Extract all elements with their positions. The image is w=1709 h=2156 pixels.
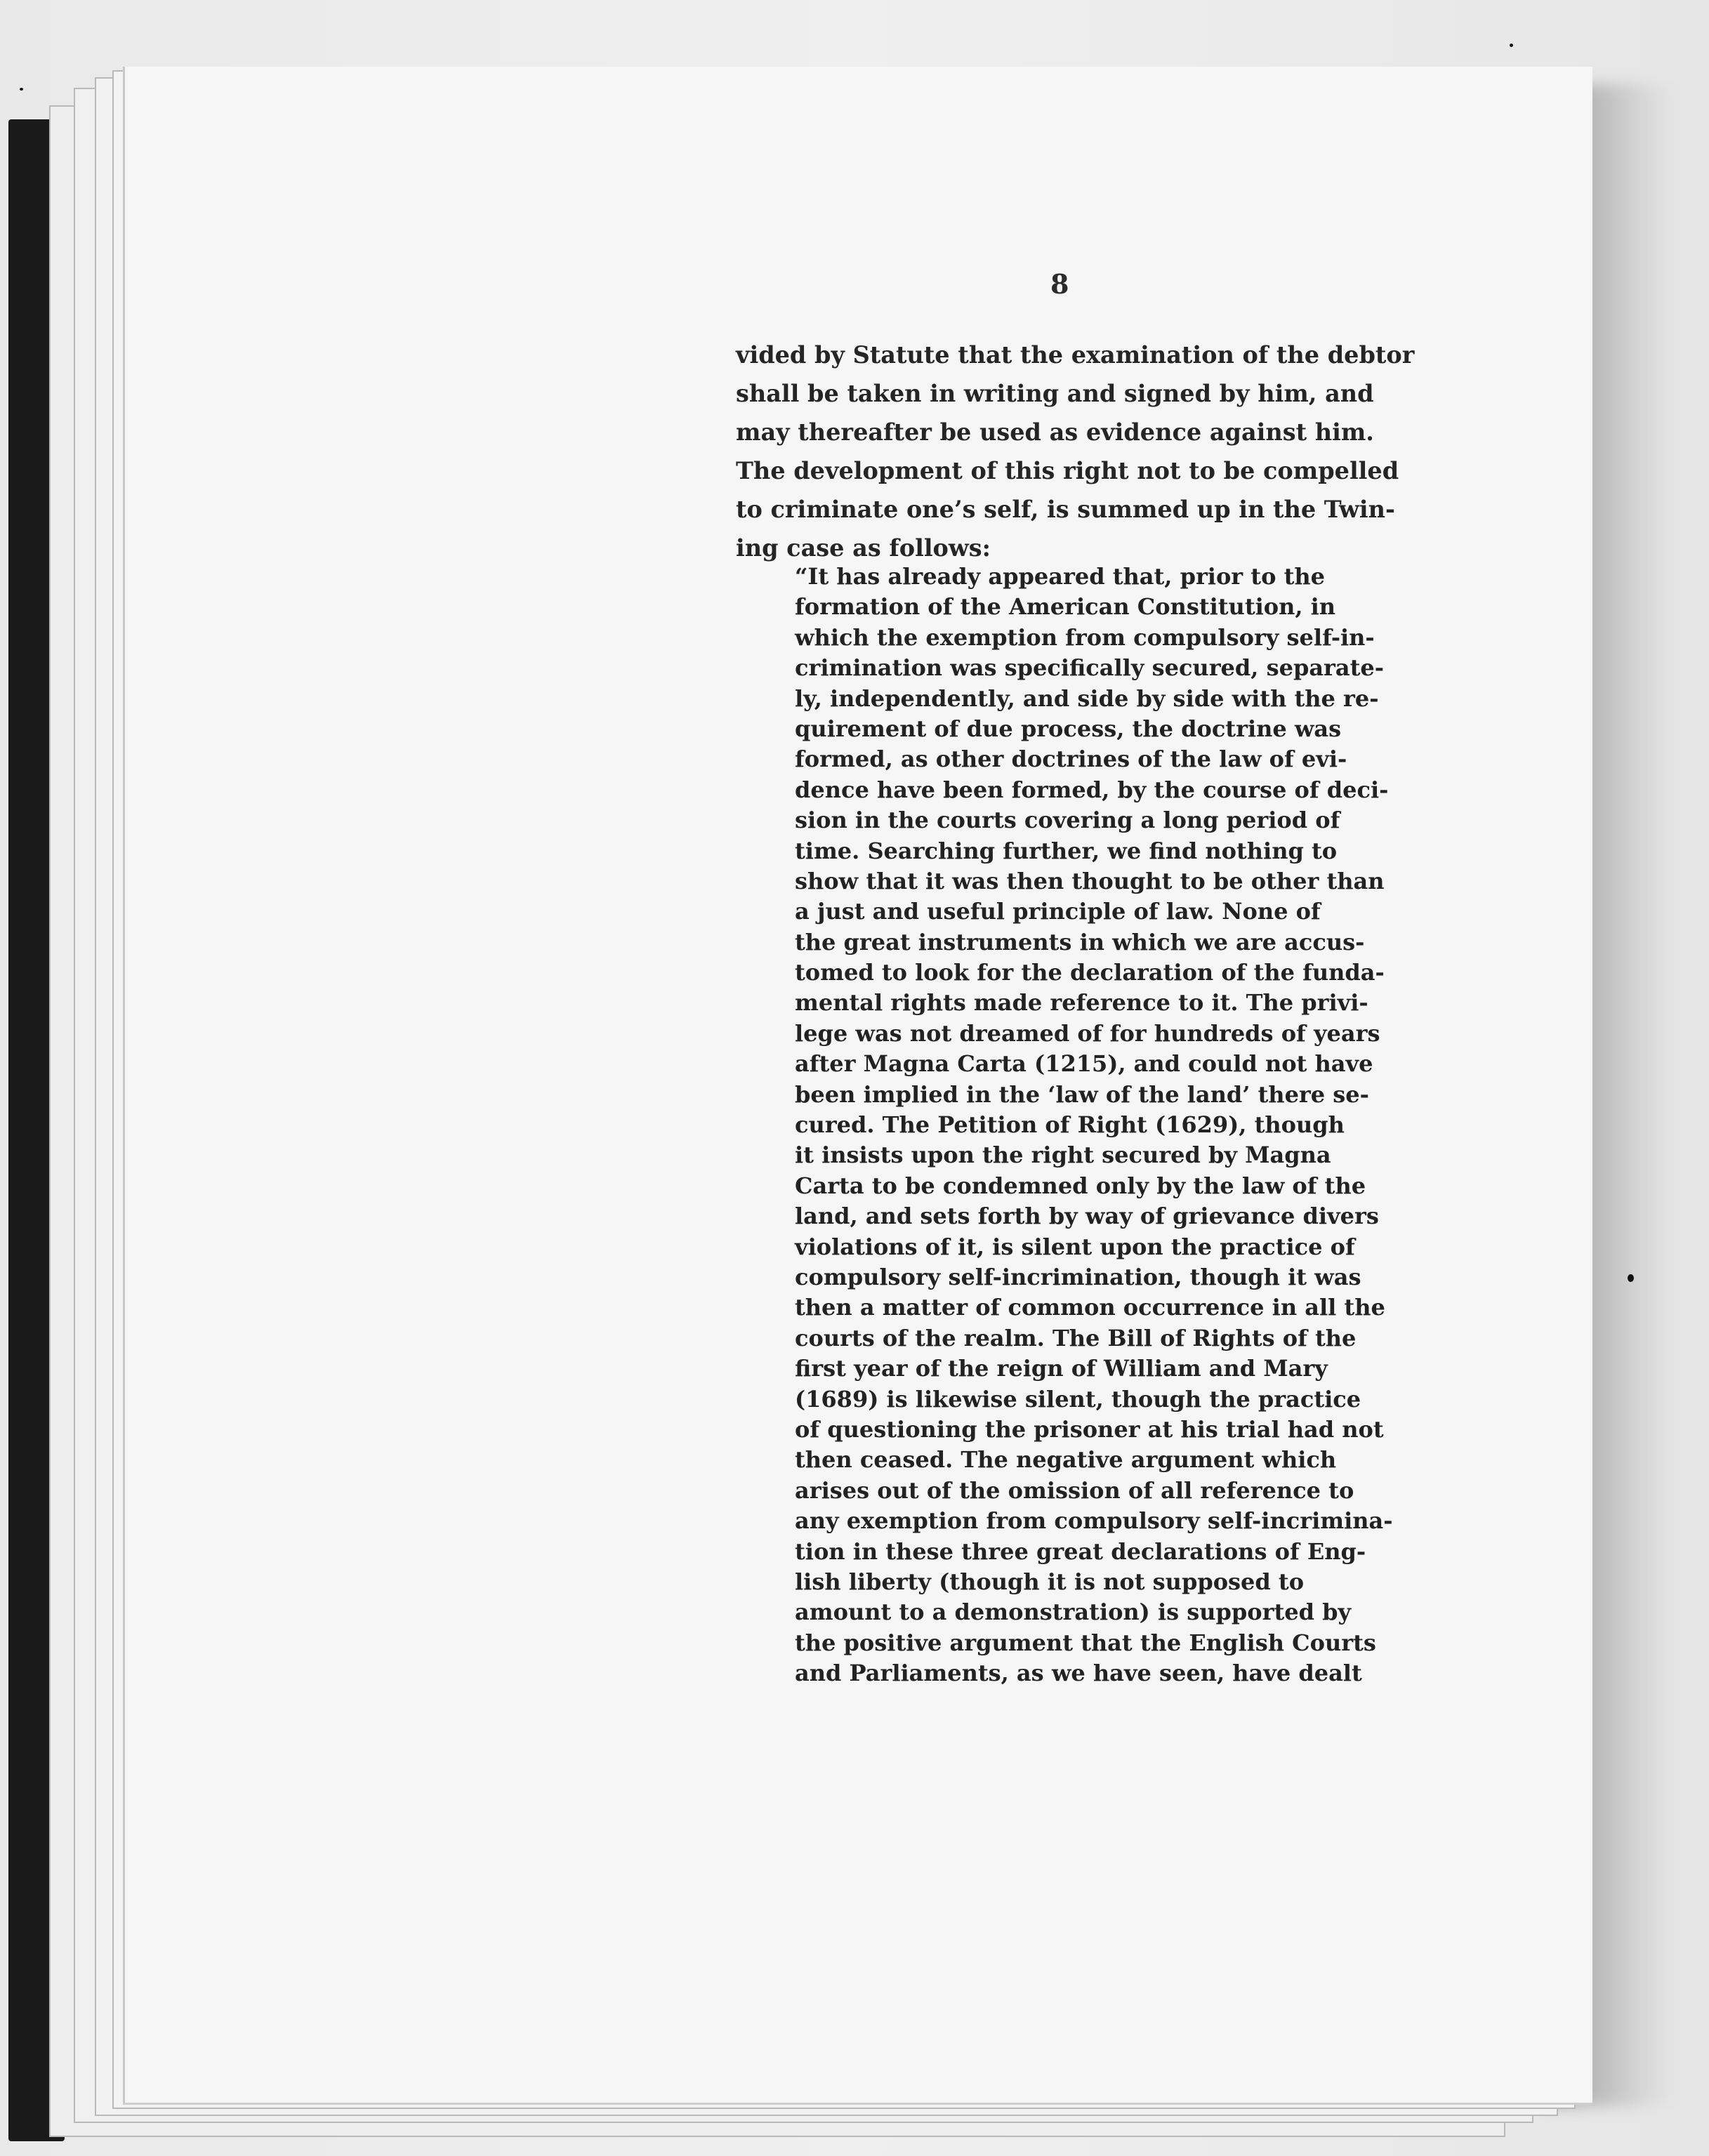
- quote-line: after Magna Carta (1215), and could not have: [795, 1050, 1373, 1078]
- quote-line: sion in the courts covering a long period of: [795, 807, 1340, 834]
- quote-line: the positive argument that the English Courts: [795, 1629, 1376, 1656]
- quote-line: arises out of the omission of all reference to: [795, 1476, 1354, 1504]
- quote-line: then ceased. The negative argument which: [795, 1446, 1337, 1474]
- text-line: shall be taken in writing and signed by him, and: [736, 380, 1374, 407]
- quote-line: Carta to be condemned only by the law of the: [795, 1172, 1366, 1199]
- quote-line: (1689) is likewise silent, though the practice: [795, 1385, 1361, 1413]
- block-quote: [795, 562, 1409, 1688]
- text-line: to criminate one’s self, is summed up in the Twin-: [736, 496, 1395, 523]
- quote-line: compulsory self-incrimination, though it was: [795, 1263, 1361, 1290]
- quote-line: amount to a demonstration) is supported by: [795, 1599, 1352, 1626]
- dust-speck: [1510, 44, 1513, 47]
- quote-line: formed, as other doctrines of the law of evi-: [795, 746, 1347, 773]
- quote-line: been implied in the ‘law of the land’ there se-: [795, 1080, 1369, 1108]
- quote-line: land, and sets forth by way of grievance divers: [795, 1203, 1379, 1230]
- text-line: The development of this right not to be compelled: [736, 457, 1399, 484]
- quote-line: lege was not dreamed of for hundreds of years: [795, 1019, 1380, 1047]
- quote-line: show that it was then thought to be other than: [795, 867, 1385, 894]
- quote-line: of questioning the prisoner at his trial had not: [795, 1415, 1384, 1443]
- text-line: vided by Statute that the examination of the debtor: [736, 341, 1415, 369]
- quote-line: cured. The Petition of Right (1629), though: [795, 1111, 1345, 1139]
- text-line: may thereafter be used as evidence against him.: [736, 418, 1374, 446]
- quote-line: “It has already appeared that, prior to the: [795, 563, 1325, 590]
- quote-line: formation of the American Constitution, in: [795, 593, 1336, 621]
- quote-line: the great instruments in which we are accus-: [795, 928, 1365, 955]
- quote-line: first year of the reign of William and Mary: [795, 1355, 1328, 1382]
- quote-line: then a matter of common occurrence in all the: [795, 1294, 1385, 1321]
- text-line: ing case as follows:: [736, 534, 991, 562]
- page-number: 8: [1050, 268, 1069, 300]
- quote-line: which the exemption from compulsory self-in-: [795, 623, 1375, 651]
- quote-line: crimination was specifically secured, separate-: [795, 654, 1385, 682]
- quote-line: tion in these three great declarations of Eng-: [795, 1537, 1366, 1565]
- quote-line: time. Searching further, we find nothing to: [795, 837, 1338, 864]
- quote-line: tomed to look for the declaration of the funda-: [795, 959, 1385, 986]
- dust-speck: [20, 88, 23, 91]
- quote-line: and Parliaments, as we have seen, have dealt: [795, 1660, 1362, 1687]
- intro-paragraph: [736, 336, 1415, 567]
- dust-speck: [1628, 1274, 1634, 1282]
- quote-line: lish liberty (though it is not supposed to: [795, 1568, 1305, 1595]
- quote-line: mental rights made reference to it. The privi-: [795, 989, 1368, 1017]
- quote-line: a just and useful principle of law. None of: [795, 898, 1321, 925]
- quote-line: violations of it, is silent upon the practice of: [795, 1233, 1355, 1260]
- quote-line: any exemption from compulsory self-incrimina-: [795, 1507, 1393, 1535]
- quote-line: ly, independently, and side by side with the re-: [795, 685, 1379, 712]
- quote-line: dence have been formed, by the course of deci-: [795, 776, 1389, 803]
- quote-line: it insists upon the right secured by Magna: [795, 1142, 1331, 1169]
- quote-line: courts of the realm. The Bill of Rights of the: [795, 1324, 1357, 1351]
- quote-line: quirement of due process, the doctrine was: [795, 715, 1342, 742]
